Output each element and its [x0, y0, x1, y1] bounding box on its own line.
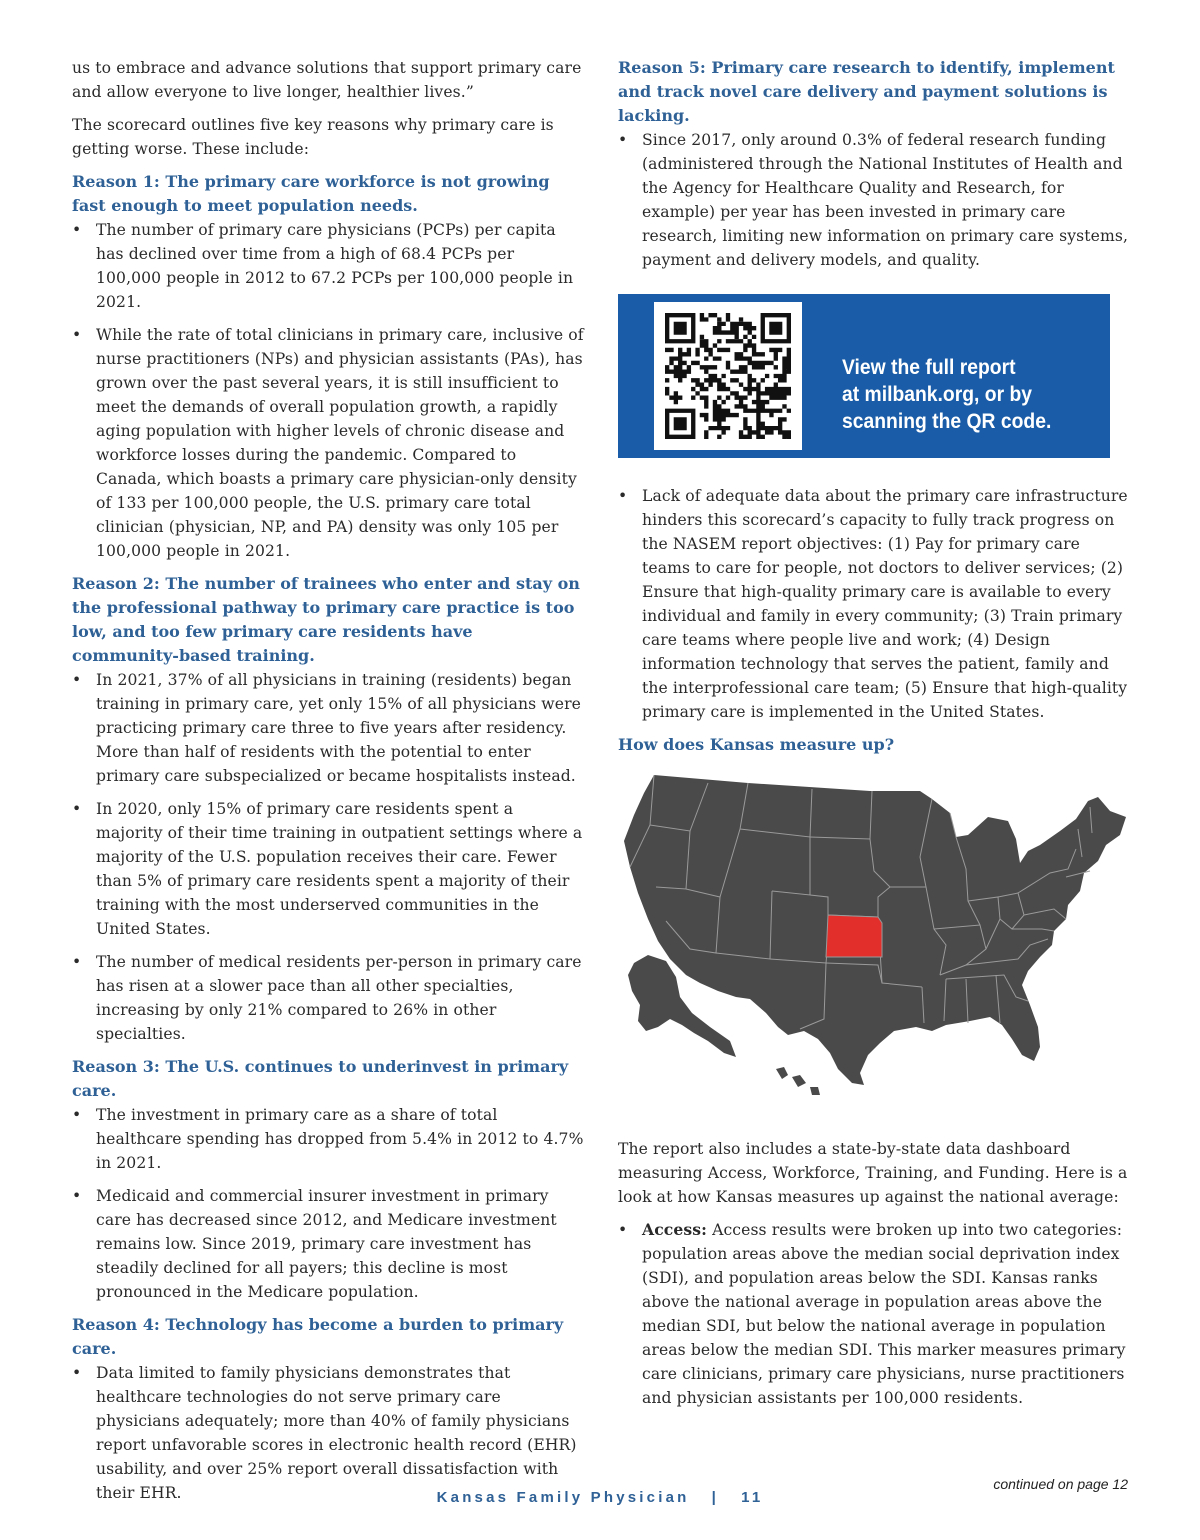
reason-2-heading: Reason 2: The number of trainees who enter and stay on the professional pathway to primary care practice is too low, and too few primary care residents have community-based training. — [72, 574, 580, 665]
access-text: Access results were broken up into two categories: population areas above the median social deprivation index (SDI), and population areas below the SDI. Kansas ranks above the national average in population areas above the median SDI, but below the national average in population areas below the median SDI. This marker measures primary care clinicians, primary care physicians, nurse practitioners and physician assistants per 100,000 residents. — [642, 1221, 1126, 1407]
footer-separator: | — [711, 1489, 719, 1506]
page-footer — [0, 1489, 1200, 1506]
list-item: • The number of medical residents per-person in primary care has risen at a slower pace than all other specialties, increasing by only 21% compared to 26% in other specialties. — [72, 950, 584, 1046]
list-item: • While the rate of total clinicians in primary care, inclusive of nurse practitioners (NPs) and physician assistants (PAs), has grown over the past several years, it is still insufficient to meet the demands of overall population growth, a rapidly aging population with higher levels of chronic disease and workforce losses during the pandemic. Compared to Canada, which boasts a primary care physician-only density of 133 per 100,000 people, the U.S. primary care total clinician (physician, NP, and PA) density was only 105 per 100,000 people in 2021. — [72, 323, 584, 563]
qr-code-icon — [665, 313, 791, 439]
access-label: Access: — [642, 1220, 708, 1239]
reason-5-list — [618, 128, 1130, 272]
reason-5-heading: Reason 5: Primary care research to identify, implement and track novel care delivery and payment solutions is lacking. — [618, 58, 1115, 125]
reason-4-heading: Reason 4: Technology has become a burden to primary care. — [72, 1315, 564, 1358]
left-column — [72, 56, 584, 1514]
continued-note: continued on page 12 — [993, 1476, 1128, 1492]
list-item: • In 2021, 37% of all physicians in training (residents) began training in primary care, yet only 15% of all physicians were practicing primary care three to five years after residency. More than half of residents with the potential to enter primary care subspecialized or became hospitalists instead. — [72, 668, 584, 788]
list-item — [618, 1218, 1130, 1410]
us-map-kansas-highlighted — [620, 769, 1128, 1099]
list-item: • Data limited to family physicians demonstrates that healthcare technologies do not serve primary care physicians adequately; more than 40% of family physicians report unfavorable scores in electronic health record (EHR) usability, and over 25% report overall dissatisfaction with their EHR. — [72, 1361, 584, 1505]
reason-4-list — [72, 1361, 584, 1505]
intro-paragraph: us to embrace and advance solutions that support primary care and allow everyone to live longer, healthier lives.” — [72, 59, 582, 101]
list-item: • Lack of adequate data about the primary care infrastructure hinders this scorecard’s capacity to fully track progress on the NASEM report objectives: (1) Pay for primary care teams to care for people, not doctors to deliver services; (2) Ensure that high-quality primary care is available to every individual and family in every community; (3) Train primary care teams where people live and work; (4) Design information technology that serves the patient, family and the interprofessional care team; (5) Ensure that high-quality primary care is implemented in the United States. — [618, 484, 1130, 724]
reason-1-heading: Reason 1: The primary care workforce is not growing fast enough to meet population needs. — [72, 172, 550, 215]
list-item: • The investment in primary care as a share of total healthcare spending has dropped from 5.4% in 2012 to 4.7% in 2021. — [72, 1103, 584, 1175]
reason-2-list — [72, 668, 584, 1046]
access-list — [618, 1218, 1130, 1410]
data-list — [618, 484, 1130, 724]
qr-code[interactable] — [654, 302, 802, 450]
report-callout — [618, 294, 1110, 458]
reason-3-list — [72, 1103, 584, 1304]
right-column — [618, 56, 1130, 1419]
page-number: 11 — [741, 1489, 764, 1506]
publication-name: Kansas Family Physician — [436, 1489, 690, 1506]
callout-line-3: scanning the QR code. — [842, 410, 1052, 433]
scorecard-paragraph: The scorecard outlines five key reasons why primary care is getting worse. These include: — [72, 116, 554, 158]
callout-line-2: at milbank.org, or by — [842, 383, 1033, 406]
qr-modules — [665, 313, 791, 439]
reason-3-heading: Reason 3: The U.S. continues to underinvest in primary care. — [72, 1057, 569, 1100]
list-item: • In 2020, only 15% of primary care residents spent a majority of their time training in outpatient settings where a majority of the U.S. population receives their care. Fewer than 5% of primary care residents spent a majority of their training with the most underserved communities in the United States. — [72, 797, 584, 941]
list-item: • The number of primary care physicians (PCPs) per capita has declined over time from a high of 68.4 PCPs per 100,000 people in 2012 to 67.2 PCPs per 100,000 people in 2021. — [72, 218, 584, 314]
callout-text — [842, 354, 1081, 435]
list-item: • Since 2017, only around 0.3% of federal research funding (administered through the National Institutes of Health and the Agency for Healthcare Quality and Research, for example) per year has been invested in primary care research, limiting new information on primary care systems, payment and delivery models, and quality. — [618, 128, 1130, 272]
dashboard-paragraph: The report also includes a state-by-state data dashboard measuring Access, Workforce, Training, and Funding. Here is a look at how Kansas measures up against the national average: — [618, 1140, 1128, 1206]
callout-line-1: View the full report — [842, 356, 1016, 379]
list-item: • Medicaid and commercial insurer investment in primary care has decreased since 2012, and Medicare investment remains low. Since 2019, primary care investment has steadily declined for all payers; this decline is most pronounced in the Medicare population. — [72, 1184, 584, 1304]
kansas-heading: How does Kansas measure up? — [618, 735, 895, 754]
kansas-state — [826, 915, 882, 957]
reason-1-list — [72, 218, 584, 563]
